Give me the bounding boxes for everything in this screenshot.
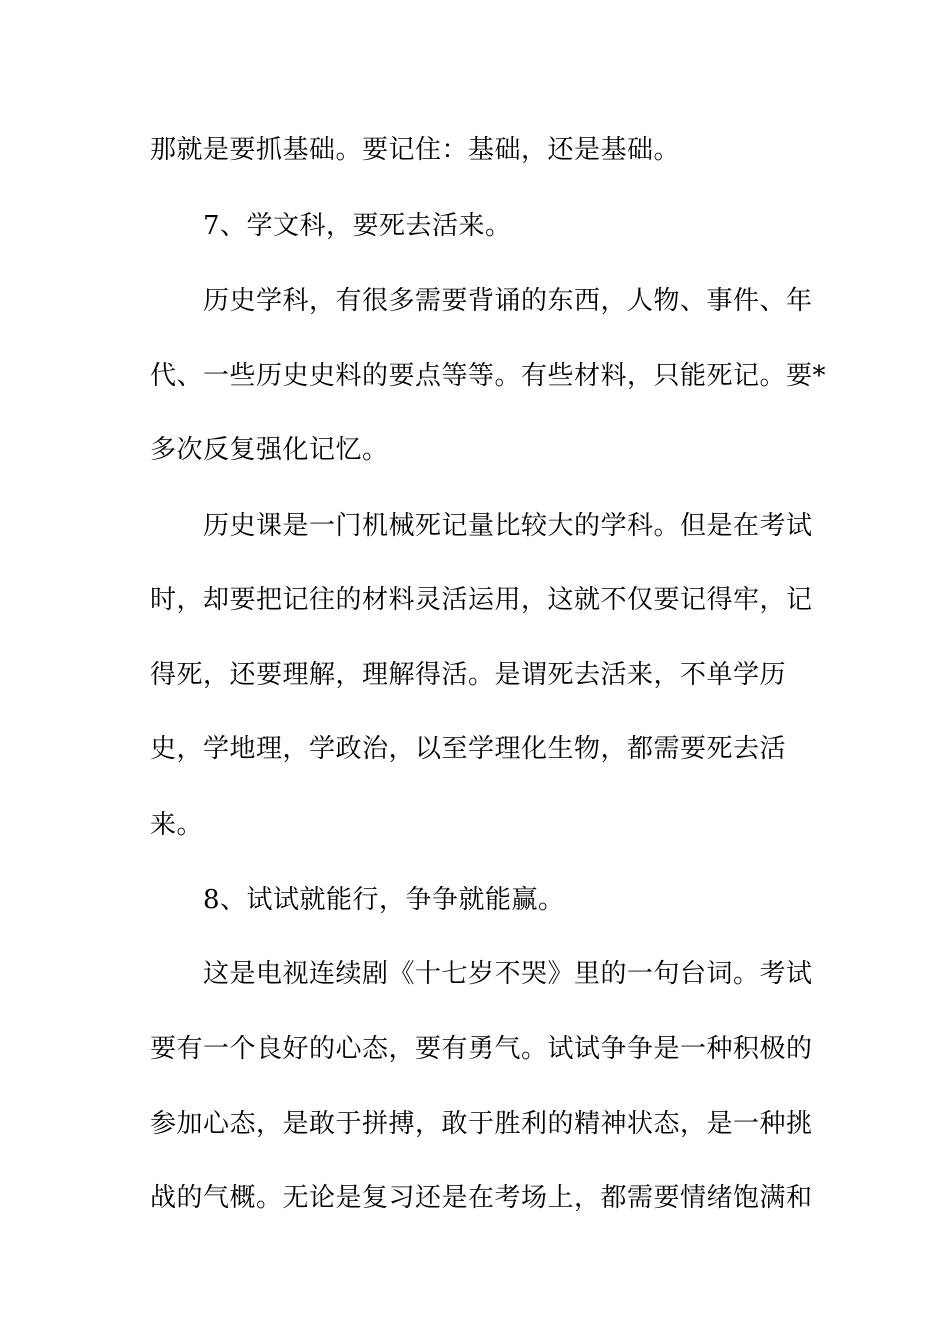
text-line: 得死，还要理解，理解得活。是谓死去活来，不单学历	[150, 660, 787, 690]
text-line: 那就是要抓基础。要记住：基础，还是基础。	[150, 135, 681, 165]
section-heading: 8、试试就能行，争争就能赢。	[203, 885, 565, 915]
text-line: 时，却要把记往的材料灵活运用，这就不仅要记得牢，记	[150, 585, 813, 615]
text-line: 史，学地理，学政治，以至学理化生物，都需要死去活	[150, 734, 787, 764]
text-line: 多次反复强化记忆。	[150, 435, 389, 465]
text-line: 这是电视连续剧《十七岁不哭》里的一句台词。考试	[203, 959, 813, 989]
text-line: 来。	[150, 810, 204, 840]
text-line: 参加心态，是敢于拼搏，敢于胜利的精神状态，是一种挑	[150, 1109, 813, 1139]
text-line: 代、一些历史史料的要点等等。有些材料，只能死记。要*	[150, 361, 827, 391]
text-line: 战的气概。无论是复习还是在考场上，都需要情绪饱满和	[150, 1183, 813, 1213]
text-line: 历史课是一门机械死记量比较大的学科。但是在考试	[203, 511, 813, 541]
text-line: 要有一个良好的心态，要有勇气。试试争争是一种积极的	[150, 1034, 813, 1064]
text-line: 历史学科，有很多需要背诵的东西，人物、事件、年	[203, 286, 813, 316]
section-heading: 7、学文科，要死去活来。	[203, 211, 512, 241]
